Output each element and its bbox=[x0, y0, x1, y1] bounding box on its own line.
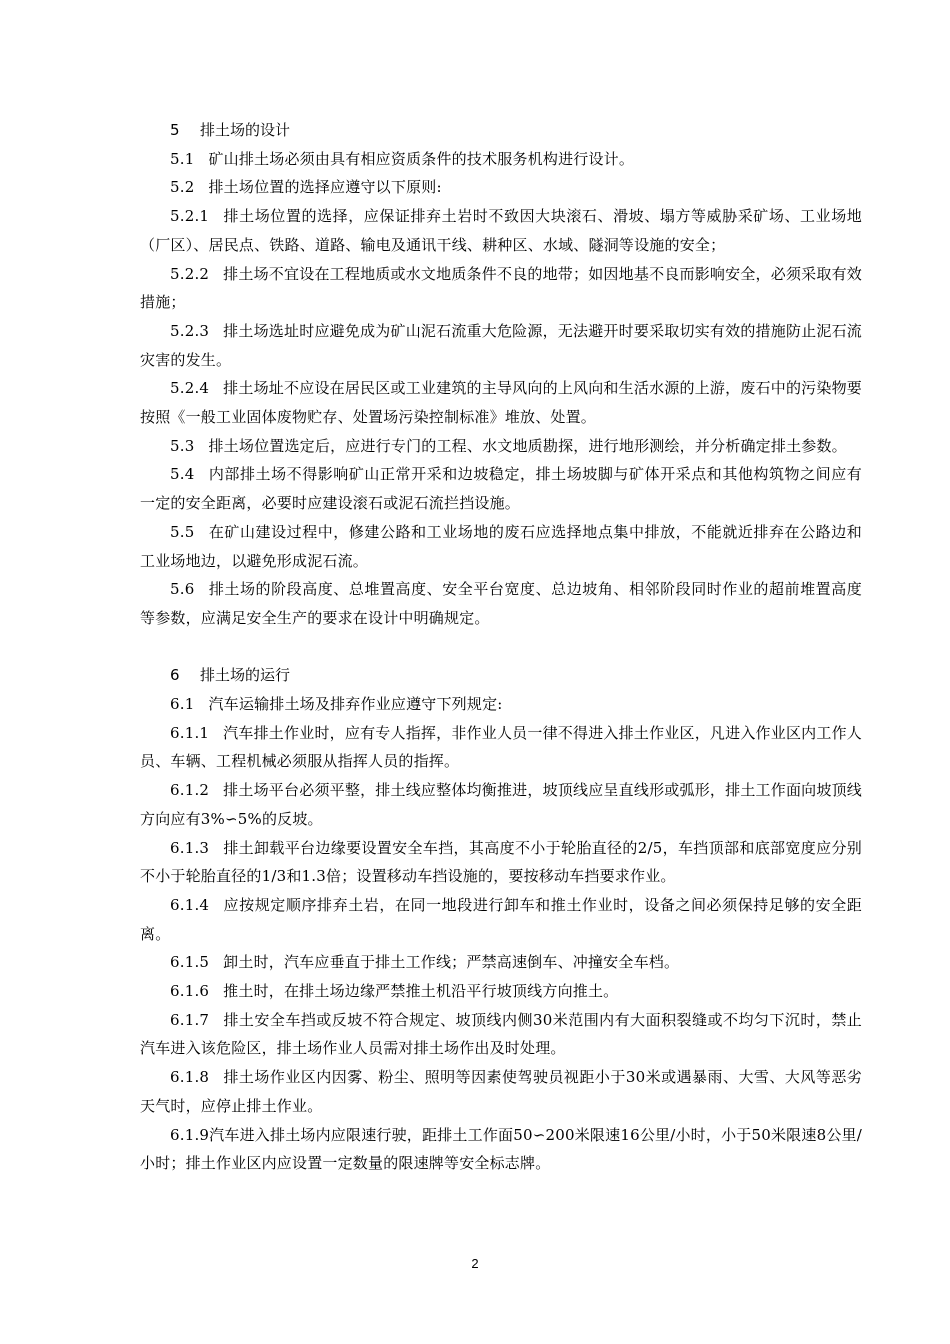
paragraph-5-2-3 bbox=[140, 317, 862, 374]
paragraph-5-6 bbox=[140, 575, 862, 632]
paragraph-number: 6.1.5 bbox=[170, 953, 210, 972]
section-6-heading bbox=[140, 661, 862, 690]
paragraph-text: 排土场不宜设在工程地质或水文地质条件不良的地带；如因地基不良而影响安全，必须采取有效措施； bbox=[140, 264, 862, 312]
paragraph-5-2-2 bbox=[140, 260, 862, 317]
paragraph-number: 5.2.4 bbox=[170, 379, 210, 398]
paragraph-text: 推土时，在排土场边缘严禁推土机沿平行坡顶线方向推土。 bbox=[223, 982, 619, 1001]
paragraph-text: 排土卸载平台边缘要设置安全车挡，其高度不小于轮胎直径的2/5，车挡顶部和底部宽度应分别不小于轮胎直径的1/3和1.3倍；设置移动车挡设施的，要按移动车挡要求作业。 bbox=[140, 838, 862, 886]
paragraph-number: 6.1.4 bbox=[170, 895, 210, 914]
paragraph-number: 6.1.1 bbox=[170, 723, 210, 742]
paragraph-number: 5.3 bbox=[170, 436, 195, 455]
section-5-heading bbox=[140, 116, 862, 145]
paragraph-6-1-6 bbox=[140, 977, 862, 1006]
paragraph-number: 5.1 bbox=[170, 149, 195, 168]
paragraph-number: 5.5 bbox=[170, 522, 195, 541]
document-page bbox=[140, 116, 862, 1178]
paragraph-6-1-9 bbox=[140, 1121, 862, 1178]
paragraph-text: 排土场选址时应避免成为矿山泥石流重大危险源，无法避开时要采取切实有效的措施防止泥石流灾害的发生。 bbox=[140, 321, 862, 369]
paragraph-number: 6.1.8 bbox=[170, 1068, 210, 1087]
paragraph-text: 排土场位置的选择，应保证排弃土岩时不致因大块滚石、滑坡、塌方等威胁采矿场、工业场地（厂区）、居民点、铁路、道路、输电及通讯干线、耕种区、水域、隧洞等设施的安全； bbox=[140, 207, 862, 254]
paragraph-5-5 bbox=[140, 518, 862, 575]
paragraph-number: 5.2.1 bbox=[170, 207, 210, 226]
paragraph-6-1-7 bbox=[140, 1006, 862, 1063]
paragraph-text: 排土场址不应设在居民区或工业建筑的主导风向的上风向和生活水源的上游，废石中的污染物要按照《一般工业固体废物贮存、处置场污染控制标准》堆放、处置。 bbox=[140, 379, 862, 427]
paragraph-text: 排土场平台必须平整，排土线应整体均衡推进，坡顶线应呈直线形或弧形，排土工作面向坡顶线方向应有3%∽5%的反坡。 bbox=[140, 781, 862, 828]
paragraph-text: 排土场位置选定后，应进行专门的工程、水文地质勘探，进行地形测绘，并分析确定排土参数。 bbox=[208, 436, 847, 455]
paragraph-5-3 bbox=[140, 432, 862, 461]
paragraph-text: 卸土时，汽车应垂直于排土工作线；严禁高速倒车、冲撞安全车档。 bbox=[223, 953, 680, 972]
paragraph-number: 6.1.6 bbox=[170, 982, 210, 1001]
paragraph-number: 5.2.2 bbox=[170, 264, 210, 283]
paragraph-6-1-8 bbox=[140, 1063, 862, 1120]
paragraph-text: 排土安全车挡或反坡不符合规定、坡顶线内侧30米范围内有大面积裂缝或不均匀下沉时，禁止汽车进入该危险区，排土场作业人员需对排土场作出及时处理。 bbox=[140, 1010, 862, 1058]
paragraph-5-2-4 bbox=[140, 374, 862, 431]
paragraph-text: 在矿山建设过程中，修建公路和工业场地的废石应选择地点集中排放，不能就近排弃在公路边和工业场地边，以避免形成泥石流。 bbox=[140, 522, 862, 570]
section-gap bbox=[140, 633, 862, 662]
paragraph-number: 6.1.9 bbox=[170, 1125, 210, 1144]
paragraph-text: 汽车进入排土场内应限速行驶，距排土工作面50∽200米限速16公里/小时，小于50米限速8公里/小时；排土作业区内应设置一定数量的限速牌等安全标志牌。 bbox=[140, 1125, 862, 1173]
paragraph-number: 6.1.7 bbox=[170, 1010, 210, 1029]
paragraph-6-1-1 bbox=[140, 719, 862, 776]
paragraph-number: 5.2 bbox=[170, 178, 195, 197]
section-5-number: 5 bbox=[170, 121, 180, 139]
paragraph-number: 6.1.2 bbox=[170, 781, 210, 800]
paragraph-6-1-4 bbox=[140, 891, 862, 948]
paragraph-text: 汽车运输排土场及排弃作业应遵守下列规定: bbox=[208, 695, 503, 714]
paragraph-5-4 bbox=[140, 460, 862, 517]
paragraph-text: 排土场作业区内因雾、粉尘、照明等因素使驾驶员视距小于30米或遇暴雨、大雪、大风等恶劣天气时，应停止排土作业。 bbox=[140, 1068, 862, 1115]
paragraph-6-1 bbox=[140, 690, 862, 719]
paragraph-number: 6.1 bbox=[170, 695, 195, 714]
paragraph-text: 排土场的阶段高度、总堆置高度、安全平台宽度、总边坡角、相邻阶段同时作业的超前堆置高度等参数，应满足安全生产的要求在设计中明确规定。 bbox=[140, 580, 862, 627]
paragraph-number: 5.6 bbox=[170, 580, 195, 599]
section-5-title: 排土场的设计 bbox=[200, 121, 291, 139]
paragraph-number: 6.1.3 bbox=[170, 838, 210, 857]
paragraph-6-1-3 bbox=[140, 834, 862, 891]
section-6-title: 排土场的运行 bbox=[200, 666, 291, 685]
paragraph-number: 5.2.3 bbox=[170, 321, 210, 340]
paragraph-text: 汽车排土作业时，应有专人指挥，非作业人员一律不得进入排土作业区，凡进入作业区内工作人员、车辆、工程机械必须服从指挥人员的指挥。 bbox=[140, 723, 862, 771]
paragraph-text: 排土场位置的选择应遵守以下原则: bbox=[208, 178, 442, 197]
section-6-number: 6 bbox=[170, 666, 180, 685]
paragraph-text: 内部排土场不得影响矿山正常开采和边坡稳定，排土场坡脚与矿体开采点和其他构筑物之间应有一定的安全距离，必要时应建设滚石或泥石流拦挡设施。 bbox=[140, 465, 862, 513]
paragraph-5-2 bbox=[140, 173, 862, 202]
paragraph-text: 应按规定顺序排弃土岩，在同一地段进行卸车和推土作业时，设备之间必须保持足够的安全距离。 bbox=[140, 895, 862, 943]
paragraph-6-1-5 bbox=[140, 948, 862, 977]
paragraph-number: 5.4 bbox=[170, 465, 195, 484]
paragraph-5-1 bbox=[140, 145, 862, 174]
page-number: 2 bbox=[471, 1256, 479, 1271]
paragraph-5-2-1 bbox=[140, 202, 862, 259]
paragraph-6-1-2 bbox=[140, 776, 862, 833]
paragraph-text: 矿山排土场必须由具有相应资质条件的技术服务机构进行设计。 bbox=[208, 149, 635, 168]
